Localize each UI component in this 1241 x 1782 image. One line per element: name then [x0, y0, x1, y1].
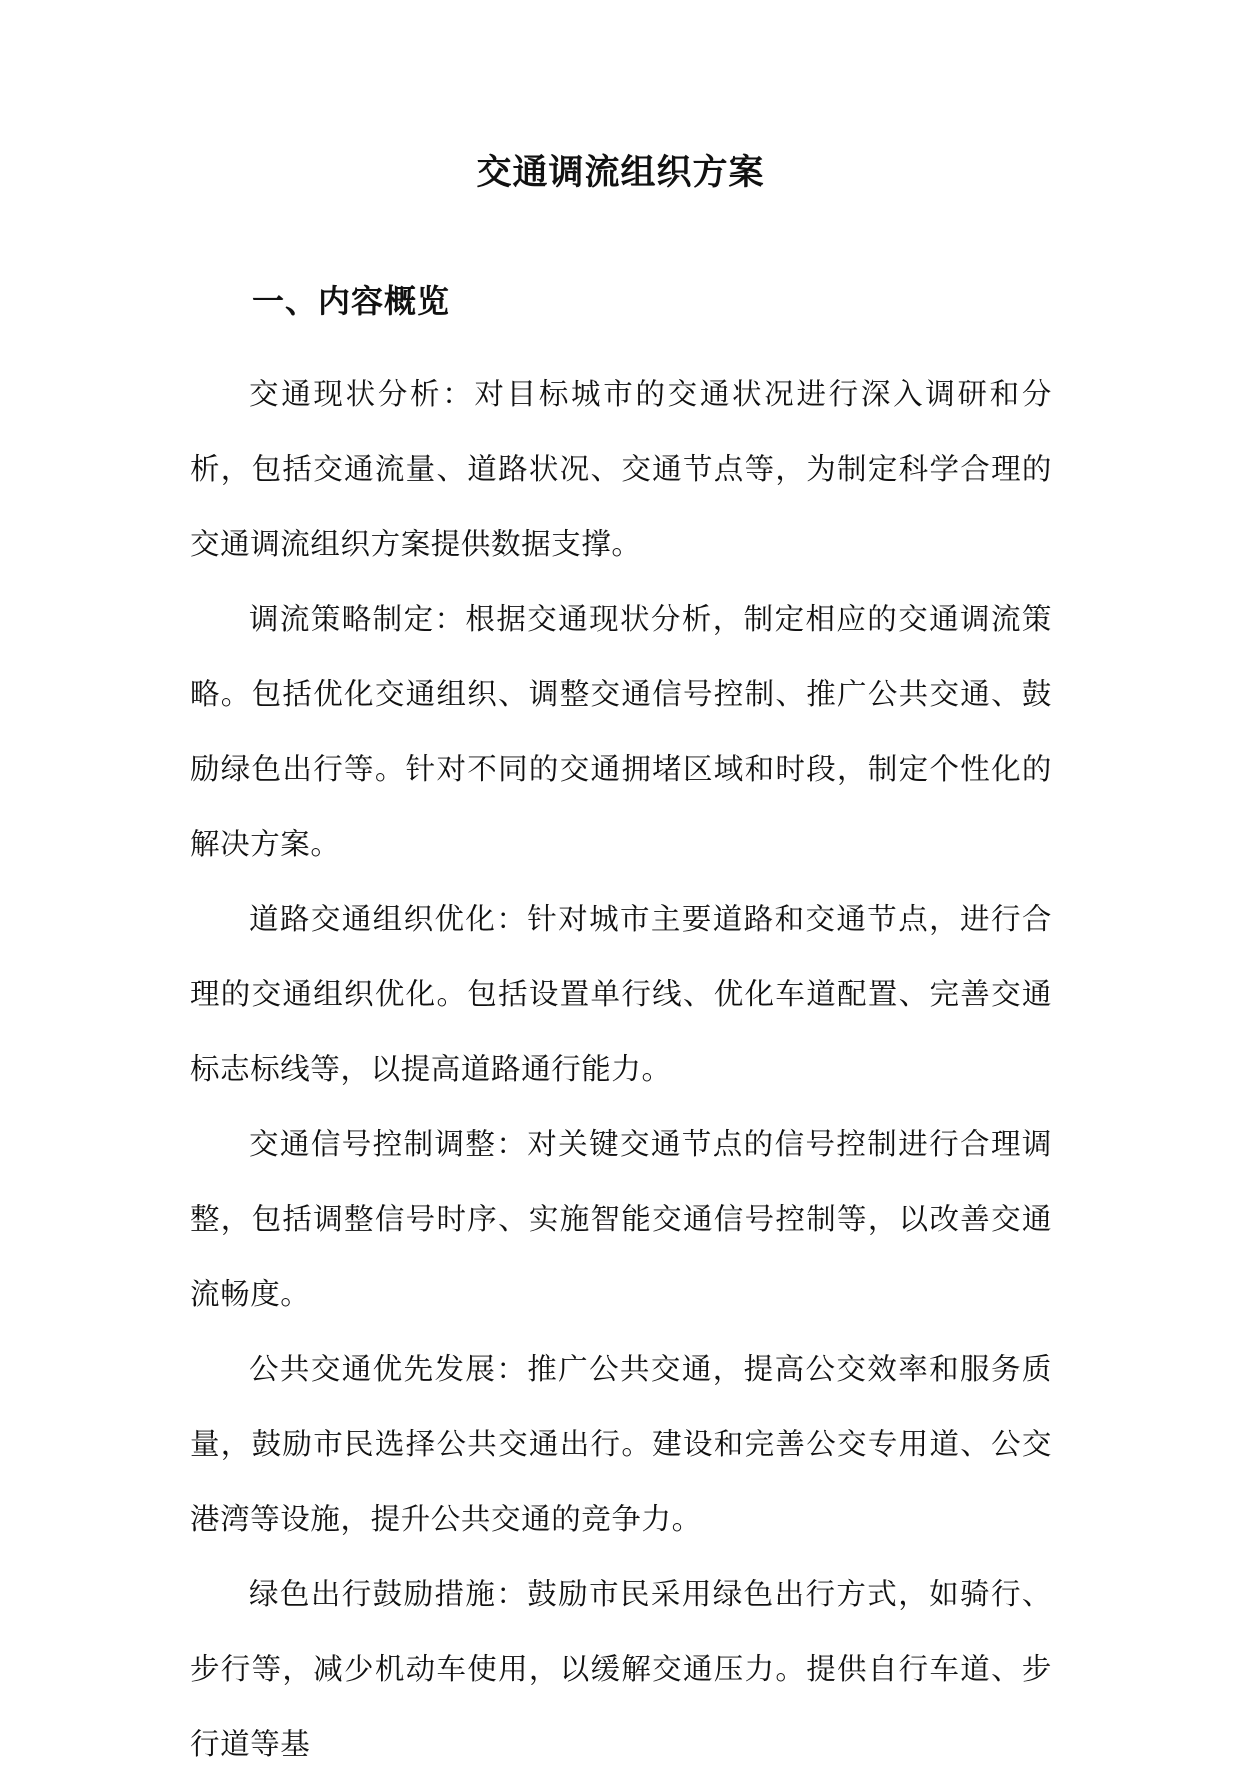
body-text	[190, 357, 1052, 1782]
paragraph: 调流策略制定：根据交通现状分析，制定相应的交通调流策略。包括优化交通组织、调整交通信号控制、推广公共交通、鼓励绿色出行等。针对不同的交通拥堵区域和时段，制定个性化的解决方案。	[190, 602, 1052, 861]
paragraph: 公共交通优先发展：推广公共交通，提高公交效率和服务质量，鼓励市民选择公共交通出行。建设和完善公交专用道、公交港湾等设施，提升公共交通的竞争力。	[190, 1352, 1052, 1536]
paragraph: 绿色出行鼓励措施：鼓励市民采用绿色出行方式，如骑行、步行等，减少机动车使用，以缓解交通压力。提供自行车道、步行道等基	[190, 1577, 1052, 1761]
paragraph: 交通现状分析：对目标城市的交通状况进行深入调研和分析，包括交通流量、道路状况、交通节点等，为制定科学合理的交通调流组织方案提供数据支撑。	[190, 377, 1052, 561]
document-title: 交通调流组织方案	[476, 152, 765, 193]
paragraph: 道路交通组织优化：针对城市主要道路和交通节点，进行合理的交通组织优化。包括设置单行线、优化车道配置、完善交通标志标线等，以提高道路通行能力。	[190, 902, 1052, 1086]
section-heading: 一、内容概览	[252, 282, 451, 320]
paragraph: 交通信号控制调整：对关键交通节点的信号控制进行合理调整，包括调整信号时序、实施智能交通信号控制等，以改善交通流畅度。	[190, 1127, 1052, 1311]
